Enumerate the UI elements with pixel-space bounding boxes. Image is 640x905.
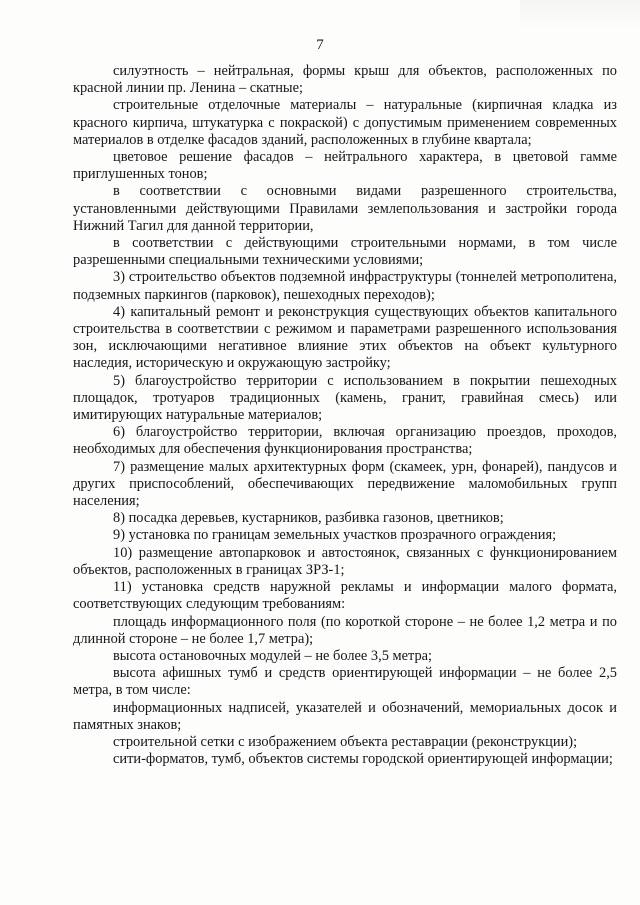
list-item: 5) благоустройство территории с использованием в покрытии пешеходных площадок, тротуаров традиционных (камень, гранит, гравийная смесь) или имитирующих натуральные материалов; bbox=[73, 372, 617, 424]
list-item: 4) капитальный ремонт и реконструкция существующих объектов капитального строительства в соответствии с режимом и параметрами разрешенного использования зон, исключающими негативное влияние этих объектов на объект культурного наследия, историческую и окружающую застройку; bbox=[73, 303, 617, 372]
scan-artifact bbox=[520, 0, 640, 30]
sub-requirement: строительной сетки с изображением объекта реставрации (реконструкции); bbox=[113, 733, 578, 750]
list-item: 3) строительство объектов подземной инфраструктуры (тоннелей метрополитена, подземных паркингов (парковок), пешеходных переходов); bbox=[73, 269, 617, 303]
list-item: 8) посадка деревьев, кустарников, разбивка газонов, цветников; bbox=[113, 510, 504, 527]
list-item: 7) размещение малых архитектурных форм (скамеек, урн, фонарей), пандусов и других приспособлений, обеспечивающих передвижение маломобильных групп населения; bbox=[73, 458, 617, 510]
sub-requirement: площадь информационного поля (по короткой стороне – не более 1,2 метра и по длинной стороне – не более 1,7 метра); bbox=[73, 613, 617, 647]
page-number: 7 bbox=[316, 37, 324, 53]
list-item: 6) благоустройство территории, включая организацию проездов, проходов, необходимых для обеспечения функционирования пространства; bbox=[73, 424, 617, 458]
paragraph: в соответствии с действующими строительными нормами, в том числе разрешенными специальными техническими условиями; bbox=[73, 235, 617, 269]
sub-requirement: высота афишных тумб и средств ориентирующей информации – не более 2,5 метра, в том числе: bbox=[73, 665, 617, 699]
sub-requirement: информационных надписей, указателей и обозначений, мемориальных досок и памятных знаков; bbox=[73, 699, 617, 733]
paragraph: силуэтность – нейтральная, формы крыш для объектов, расположенных по красной линии пр. Ленина – скатные; bbox=[73, 63, 617, 97]
list-item: 11) установка средств наружной рекламы и информации малого формата, соответствующих следующим требованиям: bbox=[73, 579, 617, 613]
sub-requirement: высота остановочных модулей – не более 3,5 метра; bbox=[113, 647, 433, 664]
list-item: 10) размещение автопарковок и автостоянок, связанных с функционированием объектов, расположенных в границах ЗРЗ-1; bbox=[73, 544, 617, 578]
paragraph: цветовое решение фасадов – нейтрального характера, в цветовой гамме приглушенных тонов; bbox=[73, 149, 617, 183]
sub-requirement: сити-форматов, тумб, объектов системы городской ориентирующей информации; bbox=[113, 751, 613, 768]
list-item: 9) установка по границам земельных участков прозрачного ограждения; bbox=[113, 527, 557, 544]
document-body bbox=[73, 63, 617, 768]
paragraph: в соответствии с основными видами разрешенного строительства, установленными действующими Правилами землепользования и застройки города Нижний Тагил для данной территории, bbox=[73, 183, 617, 234]
paragraph: строительные отделочные материалы – натуральные (кирпичная кладка из красного кирпича, штукатурка с покраской) с допустимым применением современных материалов в отделке фасадов зданий, расположенных в глубине квартала; bbox=[73, 97, 617, 148]
